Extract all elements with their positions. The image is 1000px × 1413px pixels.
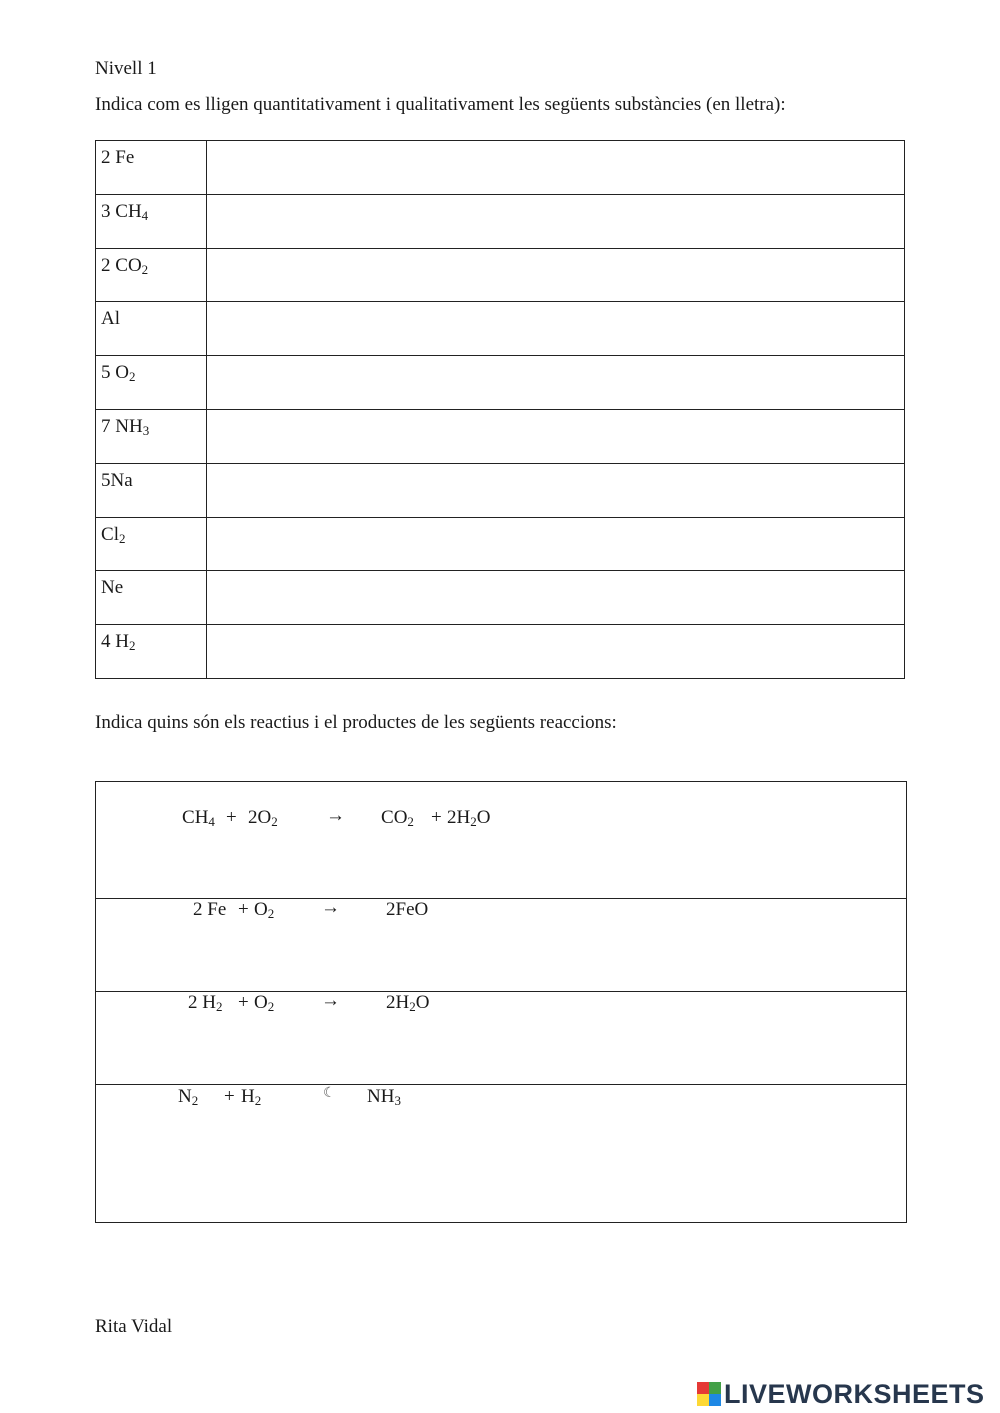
reactant-b: $2O_2$ [248,807,278,829]
reaction-row [96,992,906,1085]
substance-row [96,356,905,410]
substance-row [96,141,905,195]
substance-formula: 5Na [96,463,207,517]
answer-cell [207,409,905,463]
answer-cell [207,356,905,410]
substances-table [95,140,905,679]
plus-sign: + [226,807,237,828]
logo-square [697,1382,709,1394]
answer-cell [207,463,905,517]
reactant-b: $H_2$ [241,1086,262,1108]
reaction-row [96,899,906,992]
answer-input[interactable] [207,464,904,516]
answer-input[interactable] [207,249,904,301]
logo-square [709,1382,721,1394]
reaction-row [96,782,906,899]
substance-formula: 3 $CH_4$ [96,194,207,248]
answer-input[interactable] [207,302,904,354]
reactant-a: $N_2$ [178,1086,199,1108]
plus-sign: + [238,899,249,920]
answer-input[interactable] [207,571,904,623]
logo-square [709,1394,721,1406]
answer-cell [207,141,905,195]
substance-row [96,194,905,248]
substance-formula: 2 Fe [96,141,207,195]
logo-text: LIVEWORKSHEETS [724,1378,985,1409]
plus-sign: + [431,807,442,828]
plus-sign: + [224,1086,235,1107]
answer-cell [207,517,905,571]
product-a: $2H_2O$ [386,992,430,1014]
substance-row [96,517,905,571]
substance-row [96,302,905,356]
answer-cell [207,302,905,356]
logo-icon [697,1382,721,1406]
arrow-icon: → [321,897,340,918]
reactant-b: $O_2$ [254,899,275,921]
substance-formula: 2 $CO_2$ [96,248,207,302]
answer-input[interactable] [207,195,904,247]
substance-formula: Ne [96,571,207,625]
product-a: $NH_3$ [367,1086,401,1108]
arrow-icon: → [321,990,340,1011]
level-title: Nivell 1 [95,58,157,79]
author-name: Rita Vidal [95,1316,173,1337]
substance-row [96,625,905,679]
answer-input[interactable] [207,141,904,193]
reactant-a: 2 $H_2$ [188,992,223,1014]
substance-row [96,409,905,463]
question-2: Indica quins són els reactius i el productes de les següents reaccions: [95,712,617,733]
logo-square [697,1394,709,1406]
reactant-a: $CH_4$ [182,807,215,829]
reaction-symbol-icon: ☾ [323,1086,336,1101]
answer-input[interactable] [207,410,904,462]
answer-cell [207,571,905,625]
reactant-a: 2 Fe [193,899,227,920]
substance-row [96,463,905,517]
arrow-icon: → [326,805,345,826]
answer-input[interactable] [207,356,904,408]
product-a: $CO_2$ [381,807,414,829]
product-b: $2H_2O$ [447,807,491,829]
substance-formula: $Cl_2$ [96,517,207,571]
reactant-b: $O_2$ [254,992,275,1014]
substance-formula: 5 $O_2$ [96,356,207,410]
substance-row [96,571,905,625]
plus-sign: + [238,992,249,1013]
answer-input[interactable] [207,518,904,570]
answer-cell [207,248,905,302]
liveworksheets-logo[interactable] [697,1377,985,1411]
reaction-row [96,1085,906,1222]
answer-input[interactable] [207,625,904,677]
answer-cell [207,194,905,248]
substance-formula: Al [96,302,207,356]
product-a: 2FeO [386,899,429,920]
substance-formula: 4 $H_2$ [96,625,207,679]
substance-row [96,248,905,302]
reactions-table [95,781,907,1223]
question-1: Indica com es lligen quantitativament i qualitativament les següents substàncies (en lletra): [95,94,786,115]
answer-cell [207,625,905,679]
substance-formula: 7 $NH_3$ [96,409,207,463]
